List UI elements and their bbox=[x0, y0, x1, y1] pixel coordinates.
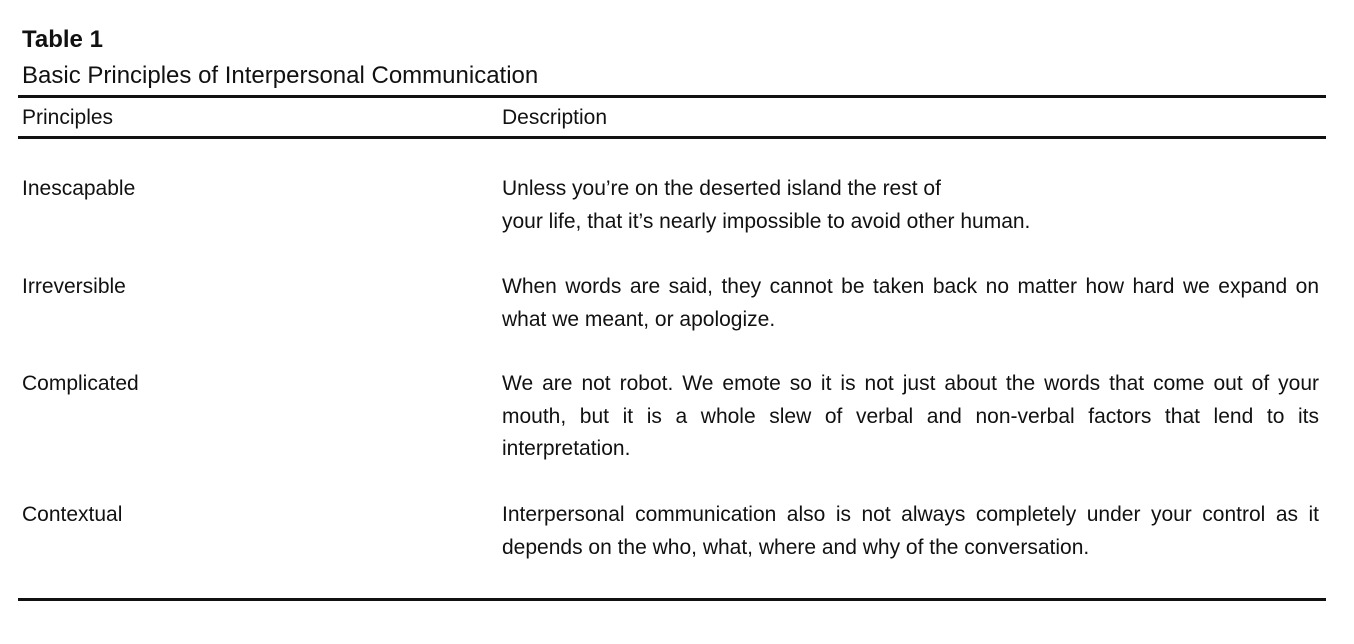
table-caption: Basic Principles of Interpersonal Communication bbox=[22, 62, 539, 89]
column-header-description: Description bbox=[502, 106, 608, 129]
description-line: your life, that it’s nearly impossible to avoid other human. bbox=[502, 209, 1031, 233]
table-number: Table 1 bbox=[22, 26, 103, 53]
principle-cell: Contextual bbox=[22, 503, 123, 526]
column-header-principles: Principles bbox=[22, 106, 114, 129]
document-page bbox=[18, 0, 1326, 644]
table-bottom-rule bbox=[18, 598, 1326, 601]
description-cell: When words are said, they cannot be taken back no matter how hard we expand on what we meant, or apologize. bbox=[502, 275, 1319, 331]
description-cell: Interpersonal communication also is not always completely under your control as it depends on the who, what, where and why of the conversation. bbox=[502, 503, 1319, 559]
description-line: Unless you’re on the deserted island the rest of bbox=[502, 177, 941, 200]
table-top-rule bbox=[18, 95, 1326, 98]
table-header-rule bbox=[18, 136, 1326, 139]
description-cell: We are not robot. We emote so it is not just about the words that come out of your mouth, but it is a whole slew of verbal and non-verbal factors that lend to its interpretation. bbox=[502, 372, 1319, 460]
principle-cell: Inescapable bbox=[22, 177, 136, 200]
description-cell bbox=[502, 173, 1319, 238]
principle-cell: Complicated bbox=[22, 372, 139, 395]
principle-cell: Irreversible bbox=[22, 275, 126, 298]
